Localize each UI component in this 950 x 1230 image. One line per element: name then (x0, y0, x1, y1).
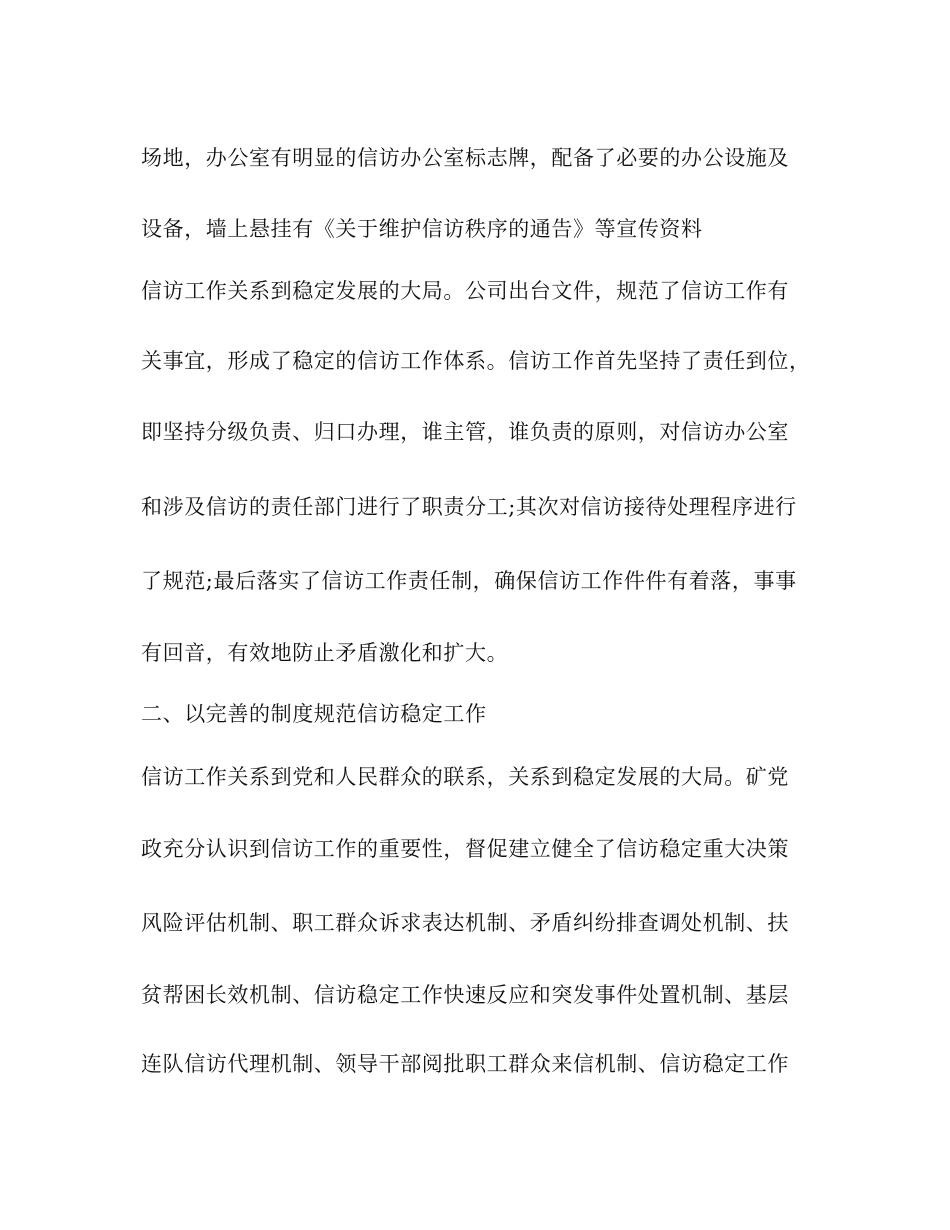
paragraph-line: 设备，墙上悬挂有《关于维护信访秩序的通告》等宣传资料 (141, 217, 703, 241)
paragraph-line: 即坚持分级负责、归口办理，谁主管，谁负责的原则，对信访办公室 (141, 420, 789, 444)
paragraph-line: 关事宜，形成了稳定的信访工作体系。信访工作首先坚持了责任到位， (141, 349, 811, 373)
paragraph-line: 信访工作关系到党和人民群众的联系，关系到稳定发展的大局。矿党 (141, 765, 789, 789)
paragraph-line: 了规范;最后落实了信访工作责任制，确保信访工作件件有着落，事事 (141, 569, 797, 593)
paragraph-line: 有回音，有效地防止矛盾激化和扩大。 (141, 641, 509, 665)
paragraph-line: 政充分认识到信访工作的重要性，督促建立健全了信访稳定重大决策 (141, 837, 789, 861)
paragraph-line: 信访工作关系到稳定发展的大局。公司出台文件，规范了信访工作有 (141, 279, 789, 303)
paragraph-line: 连队信访代理机制、领导干部阅批职工群众来信机制、信访稳定工作 (141, 1052, 789, 1076)
paragraph-line: 和涉及信访的责任部门进行了职责分工;其次对信访接待处理程序进行 (141, 495, 797, 519)
paragraph-line: 风险评估机制、职工群众诉求表达机制、矛盾纠纷排查调处机制、扶 (141, 911, 789, 935)
paragraph-line: 场地，办公室有明显的信访办公室标志牌，配备了必要的办公设施及 (141, 146, 789, 170)
paragraph-line: 贫帮困长效机制、信访稳定工作快速反应和突发事件处置机制、基层 (141, 983, 789, 1007)
section-heading: 二、以完善的制度规范信访稳定工作 (141, 702, 487, 726)
